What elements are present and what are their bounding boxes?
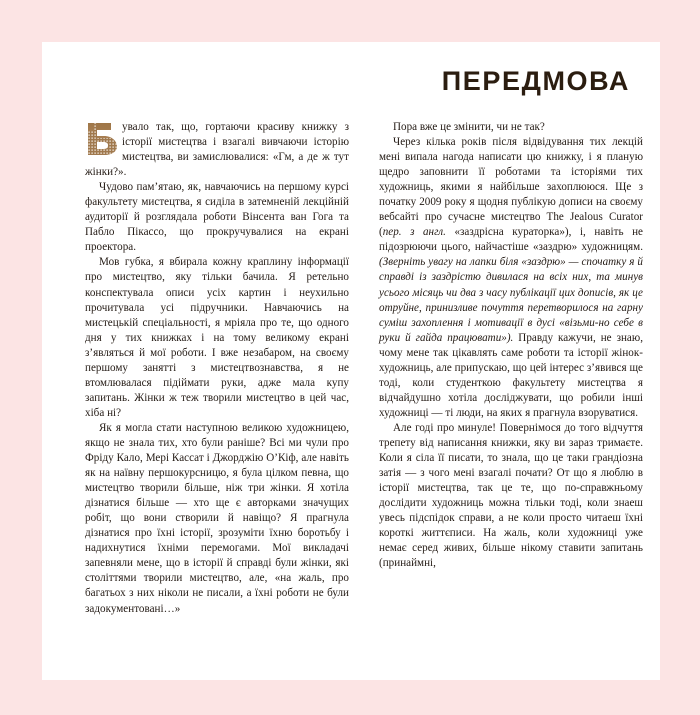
page-title: ПЕРЕДМОВА <box>441 66 630 96</box>
italic-run: пер. з англ. <box>382 226 446 239</box>
paragraph <box>85 255 349 421</box>
paragraph-text: Як я могла стати наступною великою художницею, якщо не знала тих, хто були раніше? Всі ми чули про Фріду Кало, Мері Кассат і Джорджію О’Кіф, але навіть як на наївну першокурсницю, я була цілком певна, що мистецтво творили більше, ніж три жінки. Я хотіла дізнатися більше — хто ще є авторками значущих робіт, що вони створили й навіщо? Я прагнула дізнатися про їхні історії, зрозуміти їхню боротьбу і надихнутися їхніми перемогами. Мої викладачі запевняли мене, що в історії й справді були жінки, які століттями творили мистецтво, але, «на жаль, про багатьох з них ніколи не писали, а їхні роботи не були задокументовані…» <box>85 421 349 615</box>
text-run: Правду кажучи, не знаю, чому мене так цікавлять саме роботи та історії жінок-художниць, але припускаю, що цей інтерес з’явився ще тоді, коли студенткою факультету мистецтва я відчайдушно хотіла досліджувати, що робили інші художниці — ті люди, на яких я прагнула взоруватися. <box>379 331 643 419</box>
paragraph-text: Чудово пам’ятаю, як, навчаючись на першому курсі факультету мистецтва, я сиділа в затемненій лекційній аудиторії й розглядала роботи Вінсента ван Гога та Пабло Пікассо, що прокручувалися на екрані проектора. <box>85 181 349 254</box>
text-run: Але годі про минуле! Повернімося до того відчуття трепету від написання книжки, яку ви зараз тримаєте. Коли я сіла її писати, то знала, що це таки грандіозна затія — з чого мені взагалі почати? От що я люблю в історії мистецтва, так це те, що по-справжньому дослідити художниць можна тільки тоді, коли знаеш увесь підспідок справи, а не коли просто читаеш їхні короткі життєписи. На жаль, коли художниці уже немає серед живих, більше нікому ставити запитань (принаймні, <box>379 421 643 570</box>
paragraph <box>379 421 643 571</box>
dropcap-letter-b <box>85 122 119 156</box>
text-run: «заздрісна кураторка»), і, навіть не підозрюючи цього, найчастіше «заздрю» художницям. <box>379 226 643 254</box>
text-run: Через кілька років після відвідування тих лекцій мені випала нагода написати цю книжку, і я планую щедро заповнити її роботами та історіями тих художниць, якими я найбільше захоплююся. Ще з початку 2009 року я щодня публікую дописи на своєму вебсайті про сучасне мистецтво The Jealous Curator ( <box>379 136 643 239</box>
text-run: Пора вже це змінити, чи не так? <box>393 121 545 133</box>
text-columns <box>85 120 643 676</box>
paragraph <box>379 120 643 135</box>
paragraph <box>85 120 349 180</box>
paragraph-text <box>393 121 545 133</box>
paragraph <box>379 135 643 421</box>
title-area <box>42 42 630 114</box>
paragraph-text <box>379 422 643 569</box>
book-page <box>42 42 660 680</box>
paragraph-text <box>379 136 643 419</box>
paragraph <box>85 180 349 255</box>
paragraph <box>85 421 349 617</box>
left-column <box>85 120 349 676</box>
right-column <box>379 120 643 676</box>
italic-run: (Зверніть увагу на лапки біля «заздрю» — спочатку я й справді із заздрістю дивилася на всіх них, та минув усього місяць чи два з часу публікації цих дописів, як це отруйне, принизливе почуття перетворилося на гарну суміш захоплення і мотивації в дусі «візьми-но себе в руки й гайда працювати»). <box>379 256 643 344</box>
paragraph-text: Мов губка, я вбирала кожну краплину інформації про мистецтво, яку тільки бачила. Я ретельно конспектувала описи усіх картин і неухильно прочитувала усі підручники. Навчаючись на мистецькій спеціальності, я мріяла про те, що одного дня у тих книжках і на тому великому екрані з’являться й мої роботи. І вже незабаром, на своєму першому занятті з мистецтвознавства, я не втомлювалася підіймати руки, адже мала купу запитань. Жінки ж теж творили мистецтво в цей час, хіба ні? <box>85 256 349 419</box>
paragraph-text: увало так, що, гортаючи красиву книжку з історії мистецтва і взагалі вивчаючи історію мистецтва, ви замислювалися: «Гм, а де ж тут жінки?». <box>85 121 349 179</box>
